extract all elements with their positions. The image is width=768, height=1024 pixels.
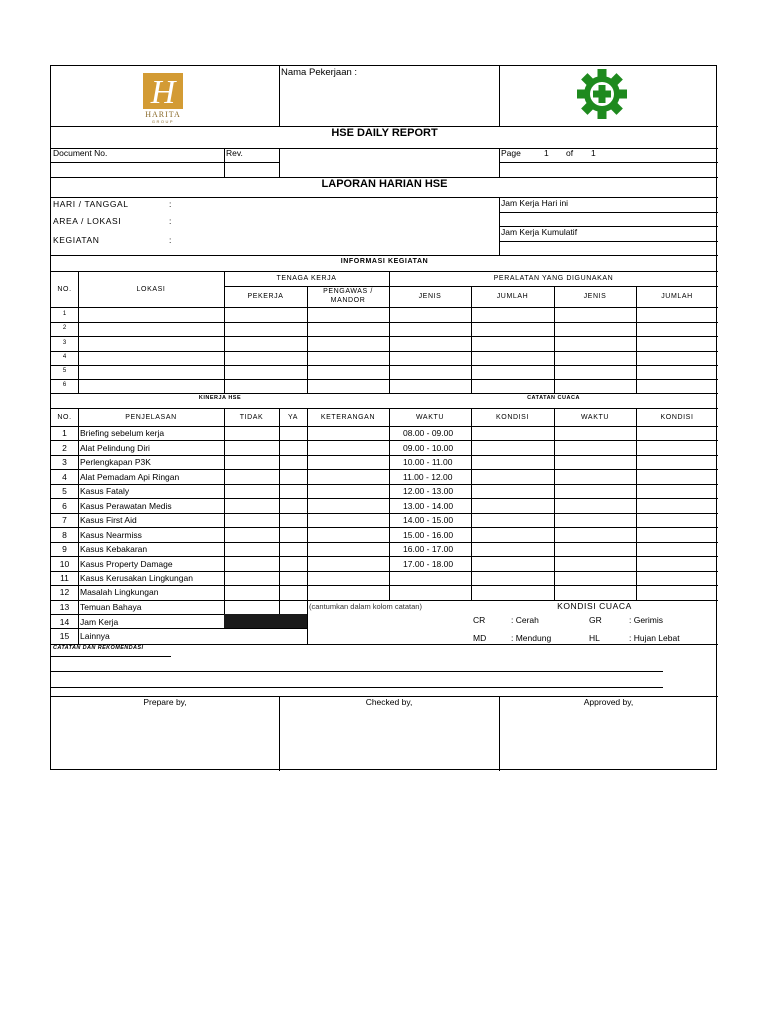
colon: : <box>169 216 172 226</box>
jumlah-header: JUMLAH <box>661 293 693 300</box>
rule <box>51 351 718 352</box>
rule <box>78 408 79 644</box>
jumlah-header: JUMLAH <box>496 293 529 300</box>
kinerja-item-label: Perlengkapan P3K <box>80 457 151 467</box>
legend-code-md: MD <box>473 633 487 643</box>
page-total: 1 <box>591 148 596 158</box>
kinerja-item-label: Briefing sebelum kerja <box>80 428 165 438</box>
rule <box>499 696 500 771</box>
kinerja-item-label: Alat Pelindung Diri <box>80 443 150 453</box>
kinerja-row-number: 9 <box>62 544 67 554</box>
rule <box>51 571 718 572</box>
keterangan-header: KETERANGAN <box>320 414 376 421</box>
rule <box>554 408 555 600</box>
rule <box>51 671 663 672</box>
rule <box>499 148 500 177</box>
kondisi-header: KONDISI <box>496 414 529 421</box>
checked-by-label: Checked by, <box>365 697 413 707</box>
rule <box>307 408 308 644</box>
rule <box>499 66 500 126</box>
kinerja-item-label: Kasus Property Damage <box>80 559 173 569</box>
weather-time-slot: 11.00 - 12.00 <box>403 472 453 482</box>
tidak-header: TIDAK <box>239 414 264 421</box>
rule <box>51 162 279 163</box>
rule <box>51 148 718 149</box>
rule <box>471 408 472 600</box>
legend-value-gerimis: : Gerimis <box>629 615 663 625</box>
kinerja-item-label: Lainnya <box>80 631 110 641</box>
rule <box>279 696 280 771</box>
jenis-header: JENIS <box>418 293 442 300</box>
weather-time-slot: 09.00 - 10.00 <box>403 443 454 453</box>
rule <box>51 542 718 543</box>
legend-code-hl: HL <box>589 633 600 643</box>
pengawas-header-line1: PENGAWAS / <box>323 288 373 295</box>
rev-label: Rev. <box>226 148 243 158</box>
kinerja-hse-title: KINERJA HSE <box>198 395 242 401</box>
catatan-cuaca-title: CATATAN CUACA <box>527 395 580 401</box>
row-number: 6 <box>62 382 67 388</box>
report-subtitle: LAPORAN HARIAN HSE <box>321 178 448 190</box>
rule <box>224 148 225 177</box>
kinerja-row-number: 8 <box>62 530 67 540</box>
rule <box>51 455 718 456</box>
legend-code-gr: GR <box>589 615 602 625</box>
hari-tanggal-label: HARI / TANGGAL <box>53 199 129 209</box>
rule <box>51 527 718 528</box>
logo-brand: HARITA <box>145 110 181 119</box>
kegiatan-label: KEGIATAN <box>53 235 100 245</box>
page-label: Page <box>501 148 521 158</box>
no-header: NO. <box>57 414 72 421</box>
jenis-header: JENIS <box>583 293 607 300</box>
weather-time-slot: 17.00 - 18.00 <box>403 559 454 569</box>
rule <box>51 379 718 380</box>
rule <box>554 286 555 393</box>
waktu-header: WAKTU <box>580 414 610 421</box>
weather-time-slot: 16.00 - 17.00 <box>403 544 454 554</box>
kinerja-item-label: Kasus Nearmiss <box>80 530 142 540</box>
row-number: 2 <box>62 325 67 331</box>
colon: : <box>169 235 172 245</box>
weather-time-slot: 15.00 - 16.00 <box>403 530 454 540</box>
rule <box>51 440 718 441</box>
rule <box>51 498 718 499</box>
weather-time-slot: 14.00 - 15.00 <box>403 515 454 525</box>
approved-by-label: Approved by, <box>583 697 634 707</box>
rule <box>499 212 718 213</box>
rule <box>51 513 718 514</box>
kinerja-item-label: Temuan Bahaya <box>80 602 142 612</box>
kinerja-row-number: 1 <box>62 428 67 438</box>
kinerja-item-label: Kasus Kerusakan Lingkungan <box>80 573 193 583</box>
hse-daily-report-form <box>50 65 717 770</box>
legend-value-cerah: : Cerah <box>511 615 539 625</box>
jam-kerja-kumulatif-label: Jam Kerja Kumulatif <box>501 227 578 237</box>
kinerja-item-label: Kasus Perawatan Medis <box>80 501 172 511</box>
rule <box>499 197 500 255</box>
area-lokasi-label: AREA / LOKASI <box>53 216 122 226</box>
kinerja-row-number: 11 <box>60 573 69 583</box>
legend-value-mendung: : Mendung <box>511 633 552 643</box>
rule <box>636 286 637 393</box>
rule <box>51 322 718 323</box>
row-number: 5 <box>62 368 67 374</box>
rule <box>389 408 390 600</box>
document-no-label: Document No. <box>53 148 108 158</box>
rule <box>51 197 718 198</box>
rule <box>499 162 718 163</box>
of-label: of <box>566 148 574 158</box>
harita-logo <box>137 73 193 125</box>
penjelasan-header: PENJELASAN <box>125 414 177 421</box>
waktu-header: WAKTU <box>415 414 445 421</box>
rule <box>51 255 718 256</box>
pekerja-header: PEKERJA <box>247 293 284 300</box>
rule <box>279 408 280 628</box>
rule <box>51 426 718 427</box>
rule <box>51 336 718 337</box>
legend-value-hujan-lebat: : Hujan Lebat <box>629 633 680 643</box>
rule <box>279 66 280 126</box>
tenaga-kerja-header: TENAGA KERJA <box>276 275 337 282</box>
logo-sub: GROUP <box>151 119 175 124</box>
rule <box>51 393 718 394</box>
rule <box>499 241 718 242</box>
row-number: 3 <box>62 340 67 346</box>
rule <box>224 271 225 393</box>
ya-header: YA <box>287 414 299 421</box>
peralatan-header: PERALATAN YANG DIGUNAKAN <box>493 275 614 282</box>
kinerja-row-number: 5 <box>62 486 67 496</box>
kinerja-row-number: 2 <box>62 443 67 453</box>
row-number: 1 <box>62 311 67 317</box>
colon: : <box>169 199 172 209</box>
kinerja-row-number: 12 <box>59 587 70 597</box>
kinerja-row-number: 13 <box>59 602 70 612</box>
kinerja-row-number: 7 <box>62 515 67 525</box>
rule <box>51 585 718 586</box>
weather-time-slot: 13.00 - 14.00 <box>403 501 454 511</box>
kondisi-header: KONDISI <box>660 414 694 421</box>
kinerja-item-label: Jam Kerja <box>80 617 119 627</box>
prepare-by-label: Prepare by, <box>143 697 187 707</box>
report-title: HSE DAILY REPORT <box>331 127 438 139</box>
safety-gear-icon <box>573 69 631 119</box>
nama-pekerjaan-label: Nama Pekerjaan : <box>281 67 358 78</box>
logo-monogram: H <box>150 74 176 111</box>
catatan-note: (cantumkan dalam kolom catatan) <box>309 602 422 611</box>
blocked-cell <box>224 614 307 628</box>
rule <box>51 307 718 308</box>
rule <box>224 408 225 628</box>
rule <box>471 286 472 393</box>
weather-time-slot: 12.00 - 13.00 <box>403 486 454 496</box>
kinerja-row-number: 3 <box>62 457 67 467</box>
kinerja-item-label: Masalah Lingkungan <box>80 587 159 597</box>
page-number: 1 <box>544 148 549 158</box>
rule <box>636 408 637 600</box>
row-number: 4 <box>62 354 67 360</box>
rule <box>51 656 171 657</box>
rule <box>51 365 718 366</box>
rule <box>51 271 718 272</box>
kondisi-cuaca-legend-title: KONDISI CUACA <box>557 601 632 611</box>
rule <box>279 148 280 177</box>
lokasi-header: LOKASI <box>136 286 166 293</box>
kinerja-row-number: 15 <box>59 631 70 641</box>
kinerja-item-label: Kasus Kebakaran <box>80 544 148 554</box>
rule <box>51 484 718 485</box>
kinerja-item-label: Kasus First Aid <box>80 515 137 525</box>
weather-time-slot: 10.00 - 11.00 <box>403 457 453 467</box>
rule <box>389 271 390 393</box>
catatan-rekomendasi-title: CATATAN DAN REKOMENDASI <box>53 645 144 651</box>
rule <box>51 687 663 688</box>
rule <box>51 556 718 557</box>
kinerja-row-number: 14 <box>59 617 70 627</box>
kinerja-row-number: 6 <box>62 501 67 511</box>
no-header: NO. <box>57 286 72 293</box>
rule <box>51 469 718 470</box>
kinerja-item-label: Kasus Fataly <box>80 486 130 496</box>
kinerja-row-number: 10 <box>59 559 70 569</box>
jam-kerja-hari-ini-label: Jam Kerja Hari ini <box>501 198 569 208</box>
kinerja-row-number: 4 <box>62 472 67 482</box>
informasi-kegiatan-title: INFORMASI KEGIATAN <box>340 258 429 265</box>
kinerja-item-label: Alat Pemadam Api Ringan <box>80 472 180 482</box>
rule <box>51 628 307 629</box>
pengawas-header-line2: MANDOR <box>330 297 366 304</box>
legend-code-cr: CR <box>473 615 486 625</box>
weather-time-slot: 08.00 - 09.00 <box>403 428 454 438</box>
rule <box>51 408 718 409</box>
rule <box>51 644 718 645</box>
